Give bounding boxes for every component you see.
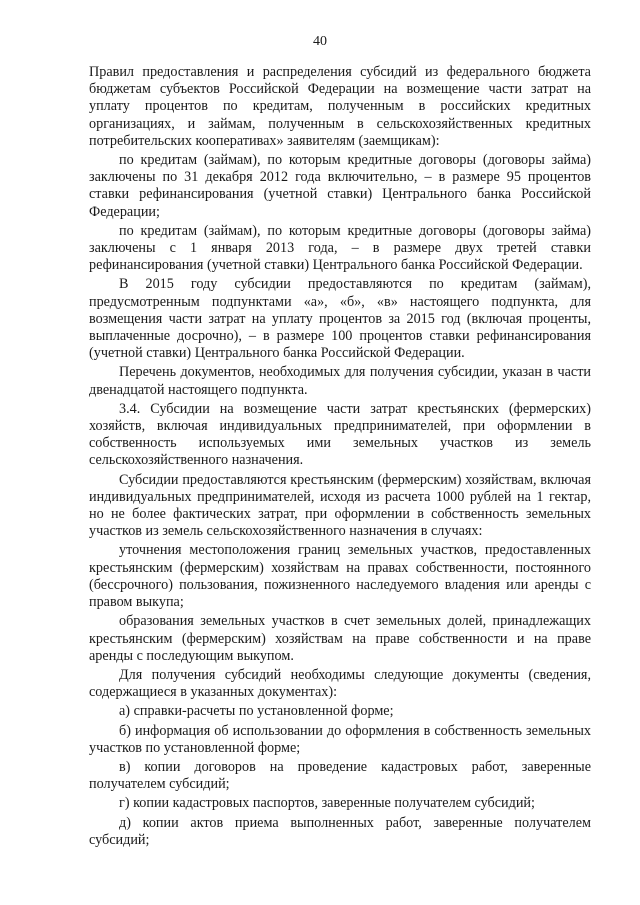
document-body <box>89 64 591 851</box>
paragraph-7: Субсидии предоставляются крестьянским (фермерским) хозяйствам, включая индивидуальных предпринимателей, исходя из расчета 1000 рублей на 1 гектар, но не более фактических затрат, при оформлении в собственность земельных участков из земель сельскохозяйственного назначения в случаях: <box>89 471 591 540</box>
list-item-b: б) информация об использовании до оформления в собственность земельных участков по установленной форме; <box>89 722 591 756</box>
paragraph-5: Перечень документов, необходимых для получения субсидии, указан в части двенадцатой настоящего подпункта. <box>89 364 591 398</box>
list-item-v: в) копии договоров на проведение кадастровых работ, заверенные получателем субсидий; <box>89 758 591 793</box>
paragraph-8: уточнения местоположения границ земельных участков, предоставленных крестьянским (фермерским) хозяйствам на правах собственности, постоянного (бессрочного) пользования, пожизненного наследуемого владения или аренды с правом выкупа; <box>89 542 591 611</box>
paragraph-9: образования земельных участков в счет земельных долей, принадлежащих крестьянским (фермерским) хозяйствам на праве собственности и на праве аренды с последующим выкупом. <box>89 613 591 664</box>
paragraph-3: по кредитам (займам), по которым кредитные договоры (договоры займа) заключены с 1 января 2013 года, – в размере двух третей ставки рефинансирования (учетной ставки) Центрального банка Российской Федерации. <box>89 222 591 274</box>
paragraph-4: В 2015 году субсидии предоставляются по кредитам (займам), предусмотренным подпунктами «а», «б», «в» настоящего подпункта, для возмещения части затрат на уплату процентов за 2015 год (включая проценты, выплаченные досрочно), – в размере 100 процентов ставки рефинансирования (учетной ставки) Центрального банка Российской Федерации. <box>89 276 591 362</box>
paragraph-2: по кредитам (займам), по которым кредитные договоры (договоры займа) заключены по 31 декабря 2012 года включительно, – в размере 95 процентов ставки рефинансирования (учетной ставки) Центрального банка Российской Федерации; <box>89 152 591 220</box>
list-item-g: г) копии кадастровых паспортов, заверенные получателем субсидий; <box>119 795 535 812</box>
list-item-a: а) справки-расчеты по установленной форме; <box>119 703 394 720</box>
paragraph-1: Правил предоставления и распределения субсидий из федерального бюджета бюджетам субъектов Российской Федерации на возмещение части затрат на уплату процентов по кредитам, полученным в российских кредитных организациях, и займам, полученным в сельскохозяйственных кредитных потребительских кооперативах» заявителям (заемщикам): <box>89 64 591 149</box>
list-item-d: д) копии актов приема выполненных работ, заверенные получателем субсидий; <box>89 814 591 848</box>
paragraph-6: 3.4. Субсидии на возмещение части затрат крестьянских (фермерских) хозяйств, включая индивидуальных предпринимателей, при оформлении в собственность используемых ими земельных участков из земель сельскохозяйственного назначения. <box>89 400 591 469</box>
page-number: 40 <box>313 34 327 49</box>
paragraph-10: Для получения субсидий необходимы следующие документы (сведения, содержащиеся в указанных документах): <box>89 666 591 701</box>
